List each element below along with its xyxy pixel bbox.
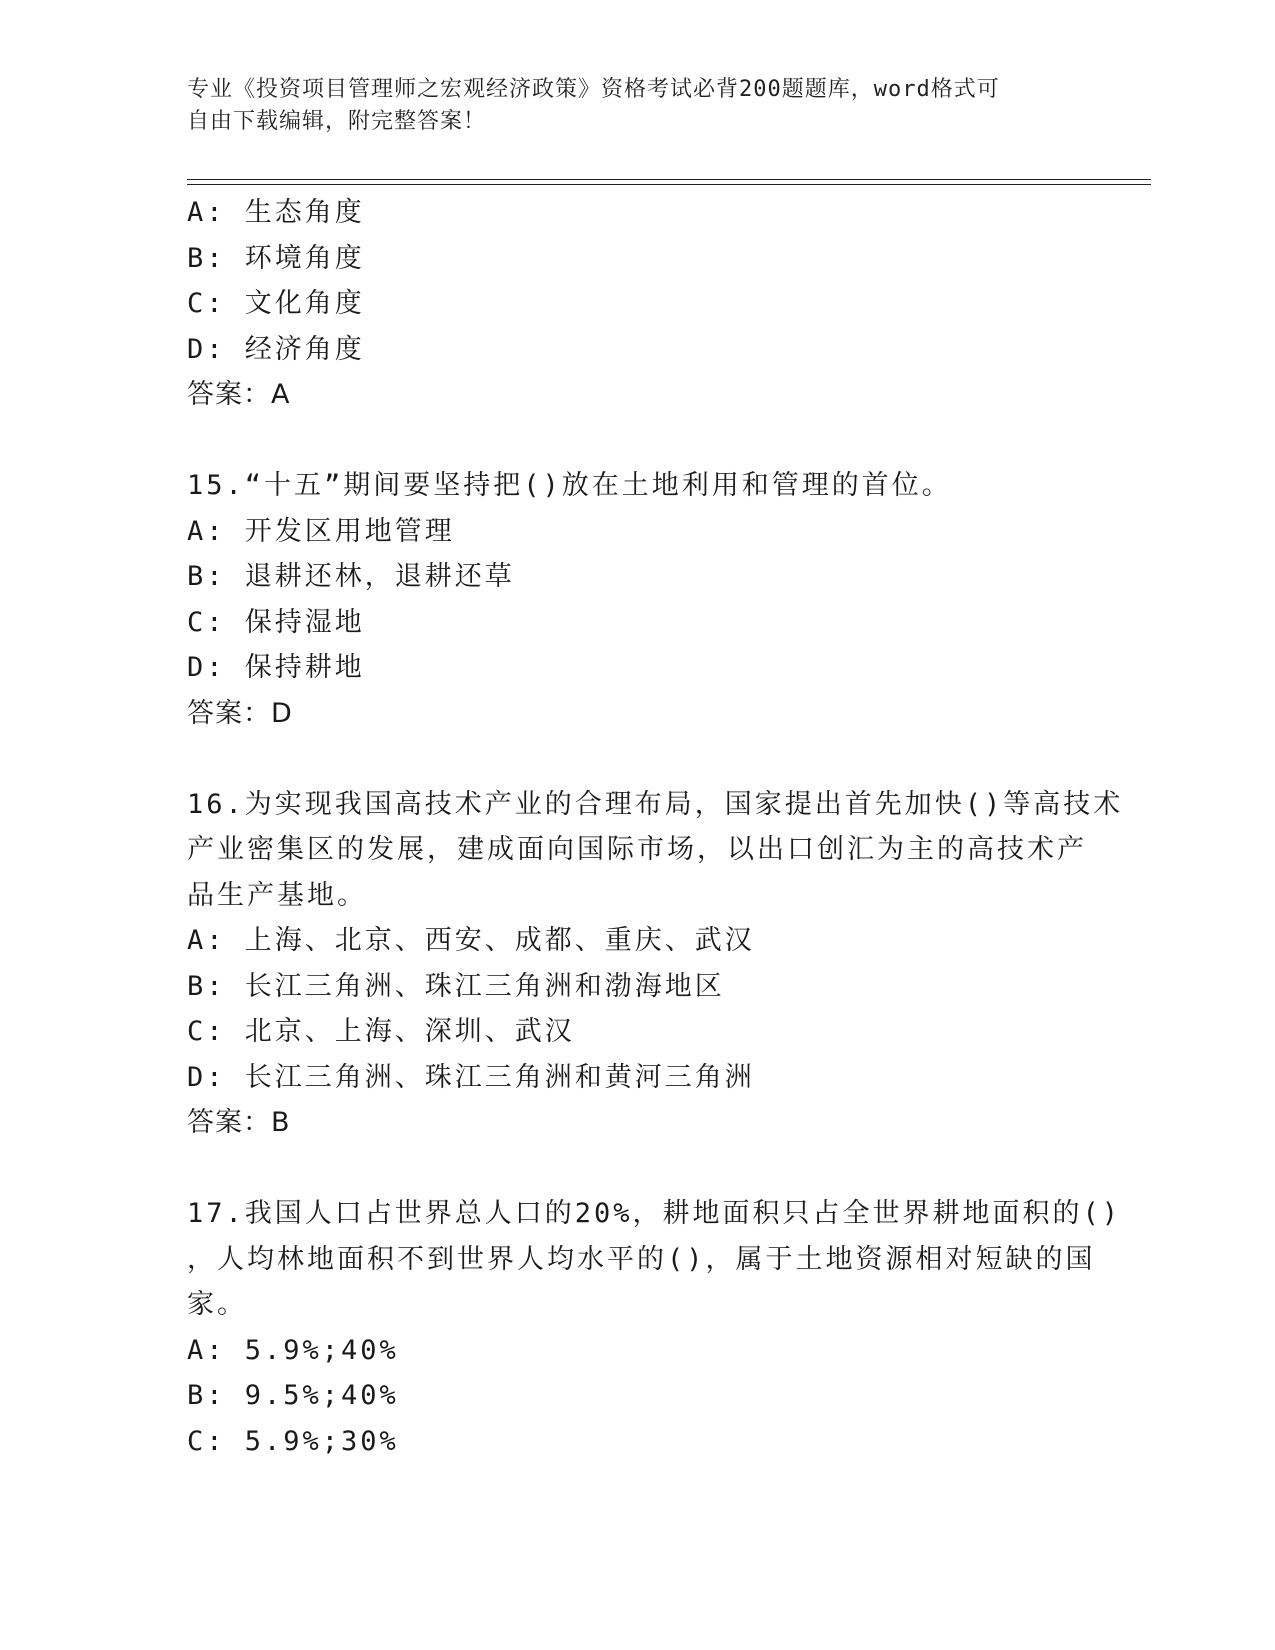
option-a: A: 5.9%;40%	[187, 1334, 399, 1366]
answer: 答案：D	[187, 697, 293, 729]
question-text-line-1: 16.为实现我国高技术产业的合理布局，国家提出首先加快()等高技术	[187, 788, 1124, 820]
question-block-15	[187, 463, 1087, 736]
answer: 答案：A	[187, 379, 291, 410]
option-c: C: 北京、上海、深圳、武汉	[187, 1016, 575, 1047]
header-line-2: 自由下载编辑，附完整答案！	[187, 109, 487, 134]
option-b: B: 长江三角洲、珠江三角洲和渤海地区	[187, 970, 725, 1002]
option-a: A: 上海、北京、西安、成都、重庆、武汉	[187, 925, 755, 956]
option-d: D: 长江三角洲、珠江三角洲和黄河三角洲	[187, 1061, 755, 1093]
option-b: B: 环境角度	[187, 242, 365, 274]
option-c: C: 保持湿地	[187, 606, 365, 638]
option-c: C: 文化角度	[187, 288, 365, 319]
option-d: D: 保持耕地	[187, 652, 365, 683]
option-c: C: 5.9%;30%	[187, 1425, 399, 1457]
option-b: B: 9.5%;40%	[187, 1380, 399, 1411]
header-divider-top	[187, 179, 1151, 180]
question-text-line-2: ，人均林地面积不到世界人均水平的()，属于土地资源相对短缺的国	[187, 1243, 1096, 1275]
spacer	[187, 418, 1087, 464]
question-text-line-1: 17.我国人口占世界总人口的20%，耕地面积只占全世界耕地面积的()	[187, 1198, 1122, 1229]
question-block-17	[187, 1191, 1122, 1464]
document-header	[187, 74, 1067, 138]
option-a: A: 生态角度	[187, 197, 365, 228]
option-b: B: 退耕还林，退耕还草	[187, 561, 515, 592]
spacer	[187, 736, 1087, 782]
option-d: D: 经济角度	[187, 333, 365, 365]
answer: 答案：B	[187, 1107, 291, 1138]
header-line-1: 专业《投资项目管理师之宏观经济政策》资格考试必背200题题库，word格式可	[187, 77, 1000, 102]
header-divider-bottom	[187, 184, 1151, 185]
question-block-14	[187, 190, 1087, 418]
question-text: 15.“十五”期间要坚持把()放在土地利用和管理的首位。	[187, 470, 952, 501]
question-text-line-3: 家。	[187, 1289, 247, 1320]
question-text-line-3: 品生产基地。	[187, 879, 367, 911]
spacer	[187, 1146, 1087, 1192]
question-block-16	[187, 782, 1124, 1146]
option-a: A: 开发区用地管理	[187, 515, 455, 547]
question-list	[187, 190, 1124, 1464]
question-text-line-2: 产业密集区的发展，建成面向国际市场，以出口创汇为主的高技术产	[187, 834, 1087, 865]
